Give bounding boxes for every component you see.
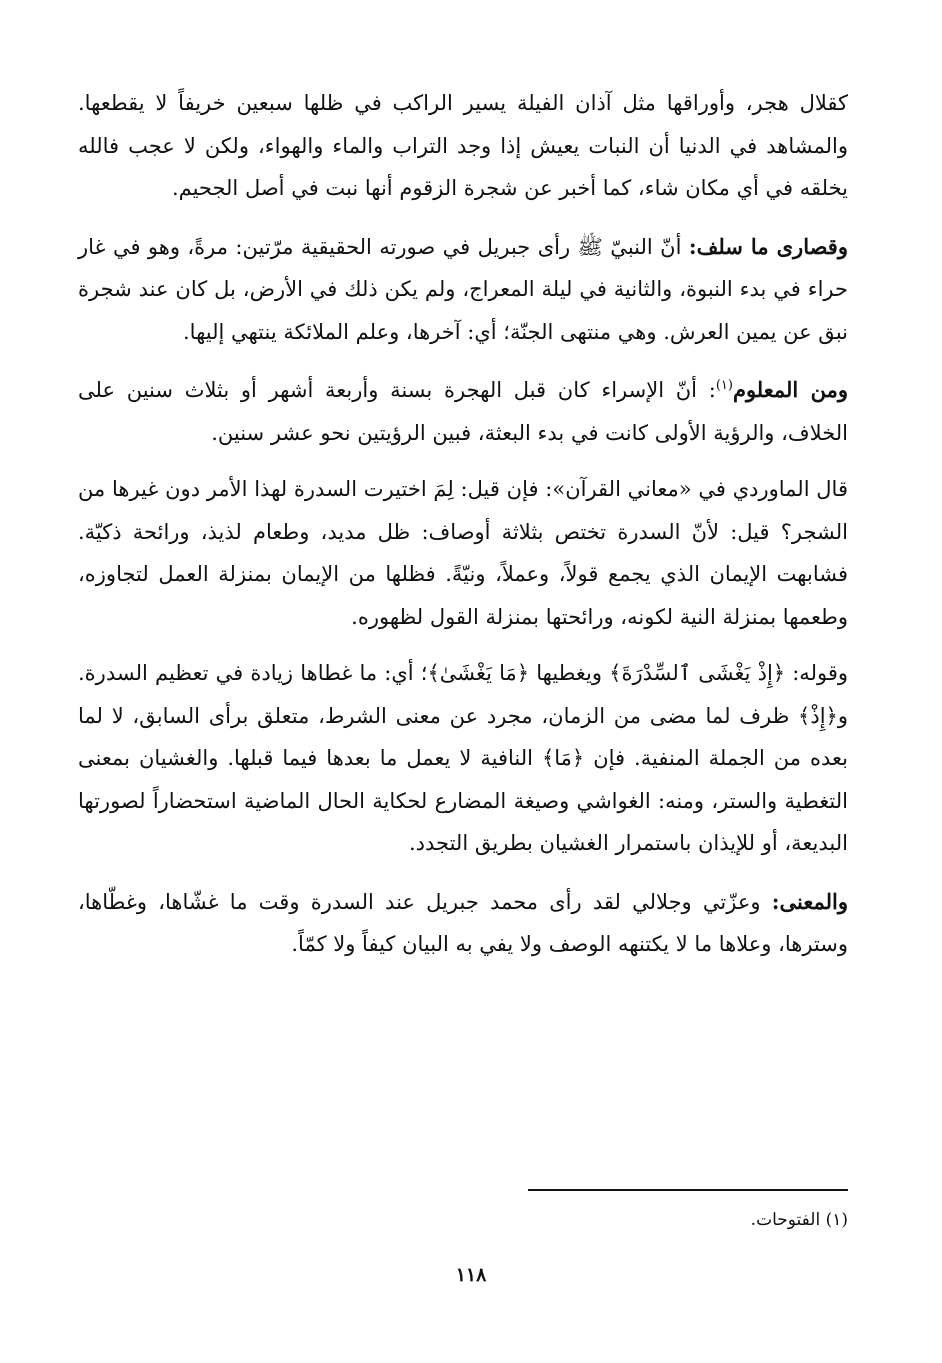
footnote-divider xyxy=(528,1189,848,1191)
paragraph-6 xyxy=(78,881,848,966)
main-text xyxy=(78,82,848,982)
footnote: (١) الفتوحات. xyxy=(750,1210,848,1230)
footnote-reference: (١) xyxy=(715,378,733,393)
paragraph-5-text: وقوله: ﴿إِذْ يَغْشَى ٱلسِّدْرَةَ﴾ ويغطيها ﴿مَا يَغْشَىٰ﴾؛ أي: ما غطاها زيادة في تعظيم السدرة. و﴿إِذْ﴾ ظرف لما مضى من الزمان، مجرد عن معنى الشرط، متعلق برأى السابق، لا لما بعده من الجملة المنفية. فإن ﴿مَا﴾ النافية لا يعمل ما بعدها فيما قبلها. والغشيان بمعنى التغطية والستر، ومنه: الغواشي وصيغة المضارع لحكاية الحال الماضية استحضاراً لصورتها البديعة، أو للإيذان باستمرار الغشيان بطريق التجدد. xyxy=(78,661,848,855)
paragraph-3-lead: ومن المعلوم xyxy=(732,377,848,402)
paragraph-5 xyxy=(78,652,848,865)
paragraph-1-text: كقلال هجر، وأوراقها مثل آذان الفيلة يسير الراكب في ظلها سبعين خريفاً لا يقطعها. والمشاهد في الدنيا أن النبات يعيش إذا وجد التراب والماء والهواء، ولكن لا عجب فالله يخلقه في أي مكان شاء، كما أخبر عن شجرة الزقوم أنها نبت في أصل الجحيم. xyxy=(78,91,848,200)
paragraph-2 xyxy=(78,226,848,354)
paragraph-6-text: وعزّتي وجلالي لقد رأى محمد جبريل عند السدرة وقت ما غشّاها، وغطّاها، وسترها، وعلاها ما لا يكتنهه الوصف ولا يفي به البيان كيفاً ولا كمّاً. xyxy=(78,889,848,956)
paragraph-1 xyxy=(78,82,848,210)
paragraph-4-text: قال الماوردي في «معاني القرآن»: فإن قيل: لِمَ اختيرت السدرة لهذا الأمر دون غيرها من الشجر؟ قيل: لأنّ السدرة تختص بثلاثة أوصاف: ظل مديد، وطعام لذيذ، ورائحة ذكيّة. فشابهت الإيمان الذي يجمع قولاً، وعملاً، ونيّةً. فظلها من الإيمان بمنزلة العمل لتجاوزه، وطعمها بمنزلة النية لكونه، ورائحتها بمنزلة القول لظهوره. xyxy=(78,477,848,629)
paragraph-2-lead: وقصارى ما سلف: xyxy=(688,233,848,259)
paragraph-6-lead: والمعنى: xyxy=(771,888,848,914)
paragraph-3-text: : أنّ الإسراء كان قبل الهجرة بسنة وأربعة أشهر أو بثلاث سنين على الخلاف، والرؤية الأولى كانت في بدء البعثة، فبين الرؤيتين نحو عشر سنين. xyxy=(78,378,848,445)
page-number: ١١٨ xyxy=(455,1264,487,1286)
paragraph-3 xyxy=(78,369,848,454)
paragraph-2-text: أنّ النبيّ ﷺ رأى جبريل في صورته الحقيقية مرّتين: مرةً، وهو في غار حراء في بدء النبوة، والثانية في ليلة المعراج، ولم يكن ذلك في الأرض، بل كان عند شجرة نبق عن يمين العرش. وهي منتهى الجنّة؛ أي: آخرها، وعلم الملائكة ينتهي إليها. xyxy=(78,234,848,344)
paragraph-4 xyxy=(78,468,848,638)
